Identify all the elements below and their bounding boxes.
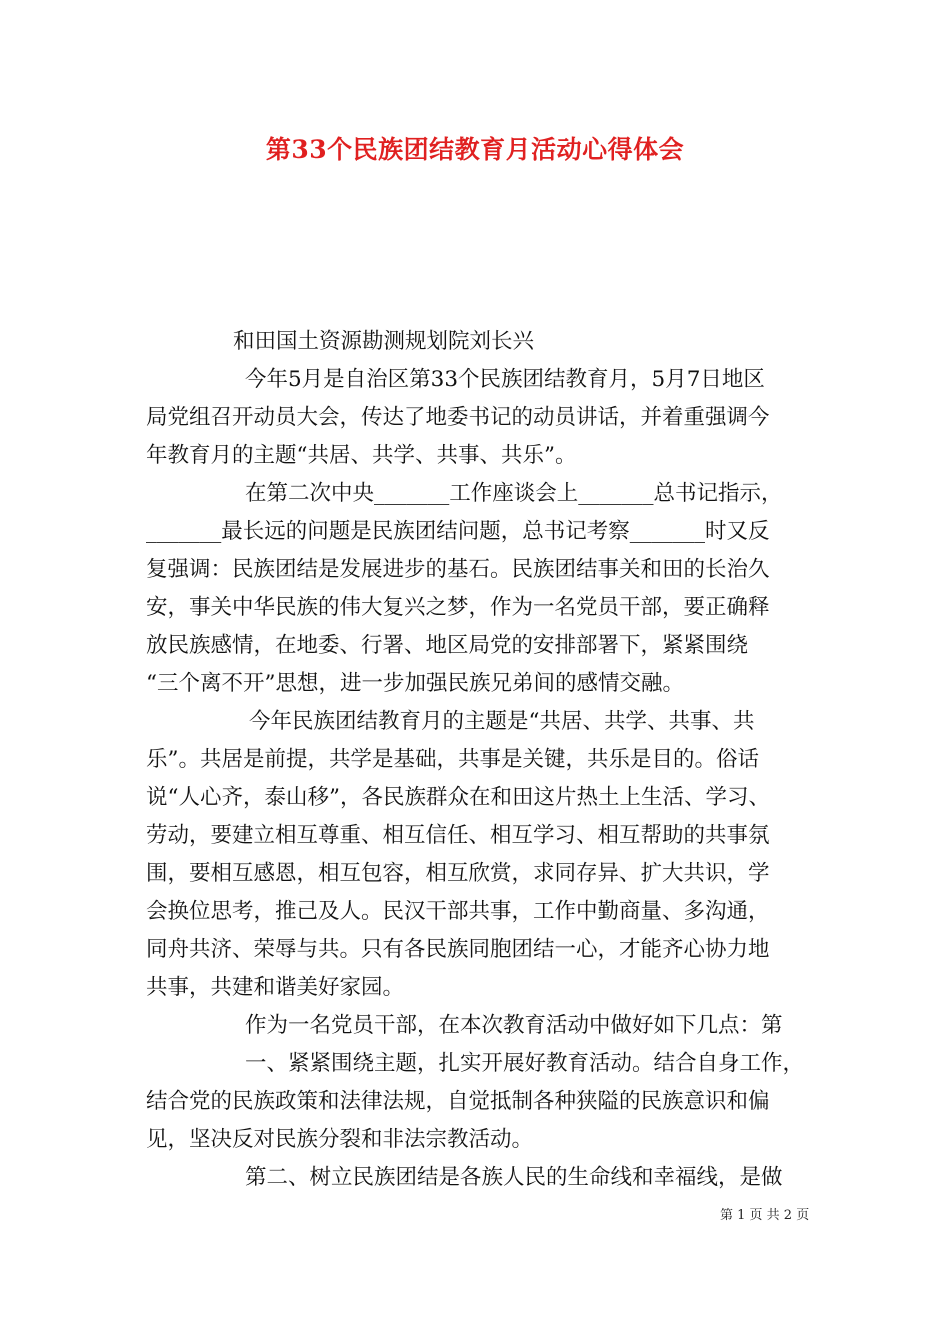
document-title: 第33个民族团结教育月活动心得体会 <box>265 135 685 164</box>
body-line: 作为一名党员干部，在本次教育活动中做好如下几点：第 <box>245 1013 783 1038</box>
body-line: 今年民族团结教育月的主题是“共居、共学、共事、共 <box>249 709 755 734</box>
page-indicator: 第 1 页 共 2 页 <box>720 1208 810 1223</box>
body-line: 会换位思考，推己及人。民汉干部共事，工作中勤商量、多沟通， <box>146 899 770 924</box>
body-line: 共事，共建和谐美好家园。 <box>146 975 405 1000</box>
body-line: 见，坚决反对民族分裂和非法宗教活动。 <box>146 1127 534 1152</box>
body-line: 围，要相互感恩，相互包容，相互欣赏，求同存异、扩大共识，学 <box>146 861 770 886</box>
author-line: 和田国土资源勘测规划院刘长兴 <box>233 329 535 354</box>
body-line: 安，事关中华民族的伟大复兴之梦，作为一名党员干部，要正确释 <box>146 595 770 620</box>
body-line: 结合党的民族政策和法律法规，自觉抵制各种狭隘的民族意识和偏 <box>146 1089 770 1114</box>
body-line: 局党组召开动员大会，传达了地委书记的动员讲话，并着重强调今 <box>146 405 770 430</box>
body-line: 年教育月的主题“共居、共学、共事、共乐”。 <box>146 443 577 468</box>
body-line: 复强调：民族团结是发展进步的基石。民族团结事关和田的长治久 <box>146 557 770 582</box>
body-line: 劳动，要建立相互尊重、相互信任、相互学习、相互帮助的共事氛 <box>146 823 770 848</box>
body-line: 在第二次中央_______工作座谈会上_______总书记指示， <box>245 481 783 506</box>
body-line: 放民族感情，在地委、行署、地区局党的安排部署下，紧紧围绕 <box>146 633 749 658</box>
body-line: 第二、树立民族团结是各族人民的生命线和幸福线，是做 <box>245 1165 783 1190</box>
body-line: 乐”。共居是前提，共学是基础，共事是关键，共乐是目的。俗话 <box>146 747 759 772</box>
body-line: 一、紧紧围绕主题，扎实开展好教育活动。结合自身工作， <box>245 1051 805 1076</box>
body-line: _______最长远的问题是民族团结问题，总书记考察_______时又反 <box>146 519 770 544</box>
body-line: 今年5月是自治区第33个民族团结教育月，5月7日地区 <box>245 367 765 392</box>
body-line: “三个离不开”思想，进一步加强民族兄弟间的感情交融。 <box>146 671 684 696</box>
body-line: 说“人心齐，泰山移”，各民族群众在和田这片热土上生活、学习、 <box>146 785 770 810</box>
body-line: 同舟共济、荣辱与共。只有各民族同胞团结一心，才能齐心协力地 <box>146 937 770 962</box>
